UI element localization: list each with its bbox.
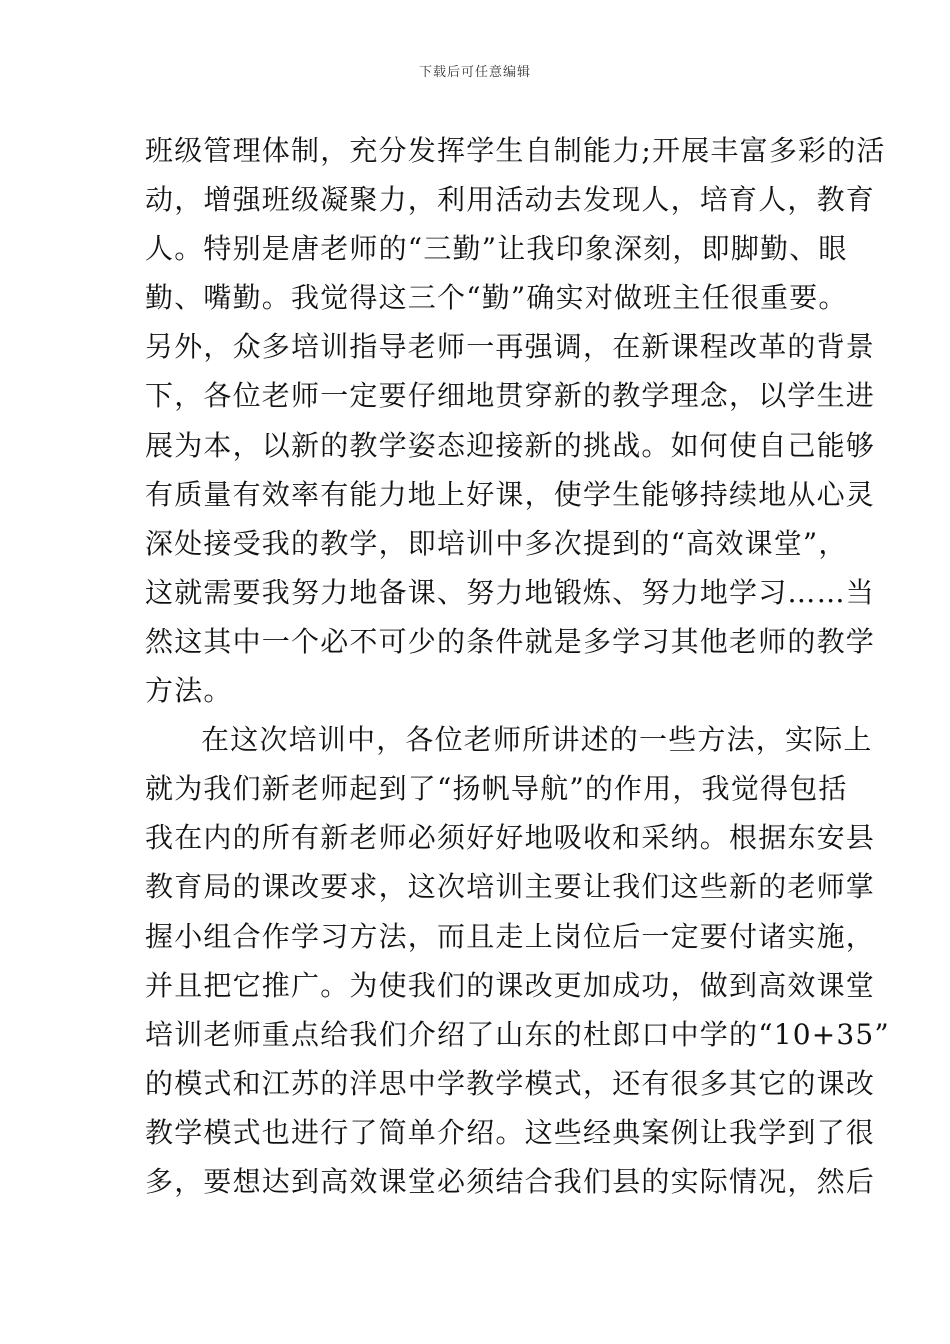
page-header: 下载后可任意编辑 bbox=[418, 65, 531, 80]
text-line: 在这次培训中，各位老师所讲述的一些方法，实际上 bbox=[201, 723, 873, 757]
text-line: 的模式和江苏的洋思中学教学模式，还有很多其它的课改 bbox=[145, 1066, 876, 1100]
text-line: 勤、嘴勤。我觉得这三个“勤”确实对做班主任很重要。 bbox=[145, 281, 848, 315]
text-line: 就为我们新老师起到了“扬帆导航”的作用，我觉得包括 bbox=[145, 772, 848, 806]
text-line: 方法。 bbox=[145, 674, 233, 708]
text-line: 有质量有效率有能力地上好课，使学生能够持续地从心灵 bbox=[145, 477, 876, 511]
paragraph-1 bbox=[145, 126, 886, 715]
paragraph-2 bbox=[145, 715, 890, 1206]
document-body bbox=[145, 126, 890, 1206]
text-line: 另外，众多培训指导老师一再强调，在新课程改革的背景 bbox=[145, 330, 876, 364]
text-line: 深处接受我的教学，即培训中多次提到的“高效课堂”， bbox=[145, 526, 848, 560]
text-line: 多，要想达到高效课堂必须结合我们县的实际情况，然后 bbox=[145, 1164, 876, 1198]
text-line: 并且把它推广。为使我们的课改更加成功，做到高效课堂 bbox=[145, 968, 876, 1002]
text-line: 然这其中一个必不可少的条件就是多学习其他老师的教学 bbox=[145, 624, 876, 658]
text-line: 展为本，以新的教学姿态迎接新的挑战。如何使自己能够 bbox=[145, 428, 876, 462]
text-line: 下，各位老师一定要仔细地贯穿新的教学理念，以学生进 bbox=[145, 379, 876, 413]
text-line: 教学模式也进行了简单介绍。这些经典案例让我学到了很 bbox=[145, 1115, 876, 1149]
text-line: 这就需要我努力地备课、努力地锻炼、努力地学习……当 bbox=[145, 575, 876, 609]
text-line: 人。特别是唐老师的“三勤”让我印象深刻，即脚勤、眼 bbox=[145, 232, 848, 266]
text-line: 教育局的课改要求，这次培训主要让我们这些新的老师掌 bbox=[145, 870, 876, 904]
text-line: 我在内的所有新老师必须好好地吸收和采纳。根据东安县 bbox=[145, 821, 876, 855]
text-line: 班级管理体制，充分发挥学生自制能力;开展丰富多彩的活 bbox=[145, 134, 886, 167]
text-line: 动，增强班级凝聚力，利用活动去发现人，培育人，教育 bbox=[145, 183, 876, 217]
text-line: 握小组合作学习方法，而且走上岗位后一定要付诸实施， bbox=[145, 919, 876, 953]
text-line: 培训老师重点给我们介绍了山东的杜郎口中学的“10+35” bbox=[145, 1017, 890, 1051]
